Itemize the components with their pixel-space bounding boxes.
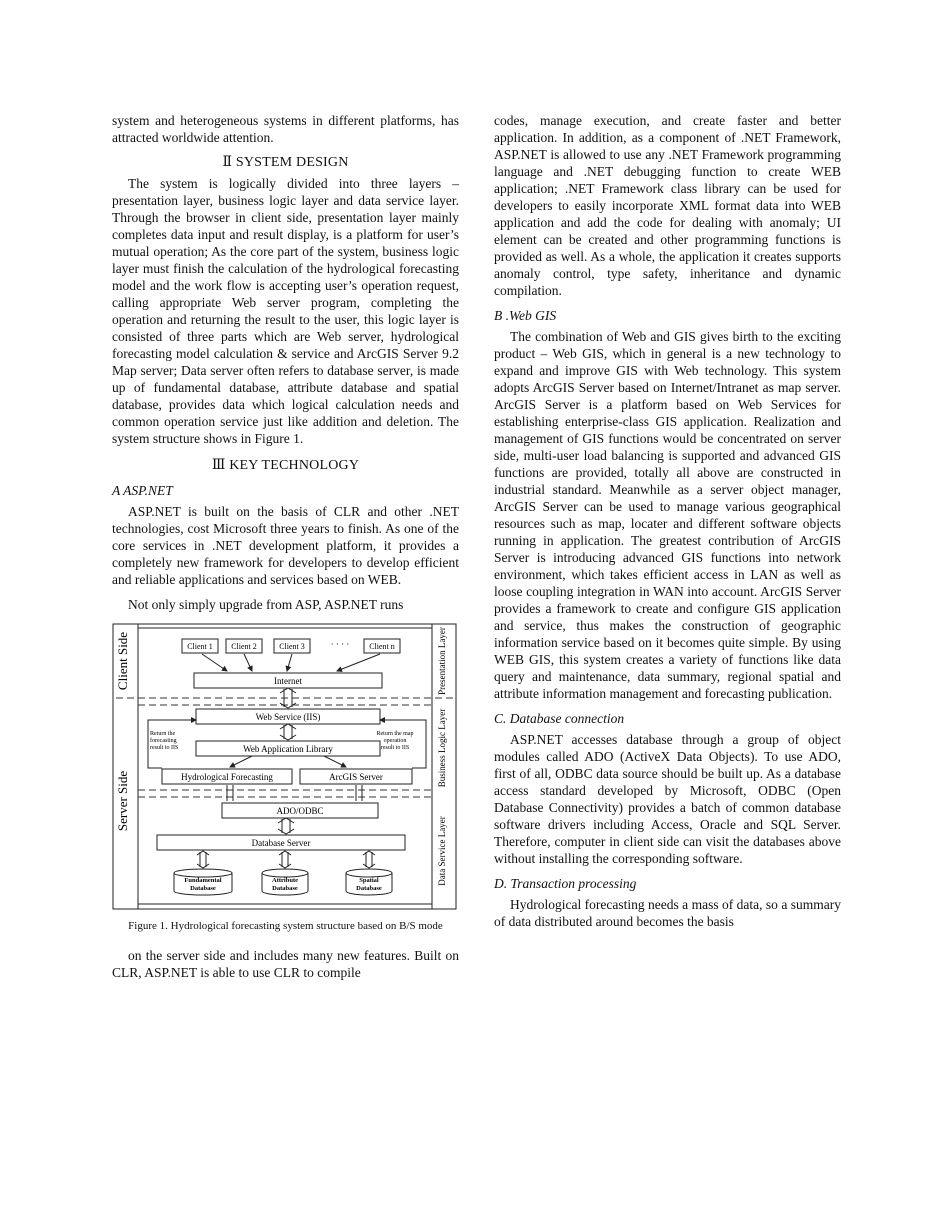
subsection-heading-aspnet: A ASP.NET [112,483,173,498]
paragraph-webgis: The combination of Web and GIS gives birth to the exciting product – Web GIS, which in general is a new technology to expand and improve GIS with Web technology. This system adopts ArcGIS Server based on Internet/Intranet as map server. ArcGIS Server is a platform based on Web Services for establishing enterprise-class GIS application. Realization and management of GIS functions would be concentrated on server side, multi-user load balancing is supported and advanced GIS functions are provided, totally all above are constructed in industrial standard. Meanwhile as a server object manager, ArcGIS Server can be used to manage various geographical resources such as map, locater and different software objects running in application. The greatest contribution of ArcGIS Server is introducing advanced GIS functions into network environment, which takes efficient access in LAN as well as loose coupling integration in WAN into account. ArcGIS Server provides a framework to create and configure GIS application and service, thus makes the construction of geographic information service based on it becomes quite simple. By using WEB GIS, this system creates a variety of functions like data query and maintenance, data summary, regional spatial and attribute information management and forecasting publication. [494,329,841,701]
section-heading-system-design: Ⅱ SYSTEM DESIGN [222,155,349,170]
text-db2-line1: Attribute [272,877,298,884]
paragraph-aspnet-3: on the server side and includes many new features. Built on CLR, ASP.NET is able to use CLR to compile [112,948,459,980]
right-column [494,112,841,930]
subsection-heading-database-connection: C. Database connection [494,711,625,726]
text-return-right-2: operation [383,738,407,744]
text-database-server: Database Server [251,838,311,848]
subsection-heading-transaction-processing: D. Transaction processing [494,876,637,891]
figure-1 [112,623,459,933]
text-db1-line2: Database [190,885,216,892]
text-client-n: Client n [369,642,395,651]
subsection-heading-webgis: B .Web GIS [494,308,557,323]
text-hydrological-forecasting: Hydrological Forecasting [181,772,273,782]
text-db1-line1: Fundamental [184,877,222,884]
text-web-service: Web Service (IIS) [255,712,321,722]
text-arcgis-server: ArcGIS Server [329,772,383,782]
system-structure-diagram [112,623,459,913]
text-db3-line2: Database [356,885,382,892]
text-ellipsis: · · · · [330,639,350,649]
label-client-side: Client Side [115,631,130,691]
label-data-service-layer: Data Service Layer [437,816,447,886]
label-presentation-layer: Presentation Layer [437,627,447,695]
text-return-left-1: Return the [150,731,176,737]
label-business-logic-layer: Business Logic Layer [437,708,447,788]
section-heading-key-technology: Ⅲ KEY TECHNOLOGY [211,458,360,473]
label-server-side: Server Side [115,770,130,832]
paragraph-system-design: The system is logically divided into three layers – presentation layer, business logic layer and data service layer. Through the browser in client side, presentation layer mainly completes data input and result display, is a platform for user’s mutual operation; As the core part of the system, business logic layer must finish the calculation of the hydrological forecasting model and the work flow is accepting user’s operation request, calling appropriate Web server program, completing the operation and returning the result to the user, this logic layer is consisted of three parts which are Web server, hydrological forecasting model calculation & service and ArcGIS Server 9.2 Map server; Data server often refers to database server, is made up of fundamental database, attribute database and spatial database, provides data which logical calculation needs and common operation service just like addition and deletion. The system structure shows in Figure 1. [112,176,459,446]
text-client-1: Client 1 [187,642,213,651]
paragraph-aspnet-1: ASP.NET is built on the basis of CLR and other .NET technologies, cost Microsoft three years to finish. As one of the core services in .NET development platform, it provides a completely new framework for developers to develop efficient and reliable applications and services based on WEB. [112,504,459,587]
text-return-right-3: result to IIS [380,745,410,751]
text-web-application-library: Web Application Library [243,744,333,754]
text-ado-odbc: ADO/ODBC [276,806,324,816]
text-client-3: Client 3 [279,642,305,651]
paragraph-continuation: system and heterogeneous systems in different platforms, has attracted worldwide attention. [112,113,459,145]
left-column [112,112,459,981]
text-return-left-2: forecasting [150,738,177,744]
paragraph-database-connection: ASP.NET accesses database through a group of object modules called ADO (ActiveX Data Objects). To use ADO, first of all, ODBC data source should be built up. As a database access standard developed by Microsoft, ODBC (Open Database Connectivity) provides a batch of common database software drivers including Access, Oracle and SQL Server. Therefore, computer in client side can visit the databases above without installing the corresponding software. [494,732,841,866]
text-client-2: Client 2 [231,642,257,651]
paragraph-aspnet-continuation: codes, manage execution, and create faster and better application. In addition, as a component of .NET Framework, ASP.NET is allowed to use any .NET Framework programming language and .NET debugging function to create WEB application; .NET Framework class library can be used for developers to easily incorporate XML format data into WEB application and add the code for dealing with anomaly; UI element can be created and other programming functions is provided as well. As a whole, the application it creates supports anomaly control, type safety, inheritance and dynamic compilation. [494,113,841,298]
text-return-right-1: Return the map [376,731,414,737]
text-db2-line2: Database [272,885,298,892]
figure-caption: Figure 1. Hydrological forecasting system structure based on B/S mode [128,920,443,932]
text-db3-line1: Spatial [359,877,379,884]
paragraph-aspnet-2: Not only simply upgrade from ASP, ASP.NET runs [128,597,404,612]
text-internet: Internet [274,676,302,686]
diagram-frame [113,624,456,909]
text-return-left-3: result to IIS [150,745,179,751]
paragraph-transaction-processing: Hydrological forecasting needs a mass of data, so a summary of data distributed around becomes the basis [494,897,841,929]
